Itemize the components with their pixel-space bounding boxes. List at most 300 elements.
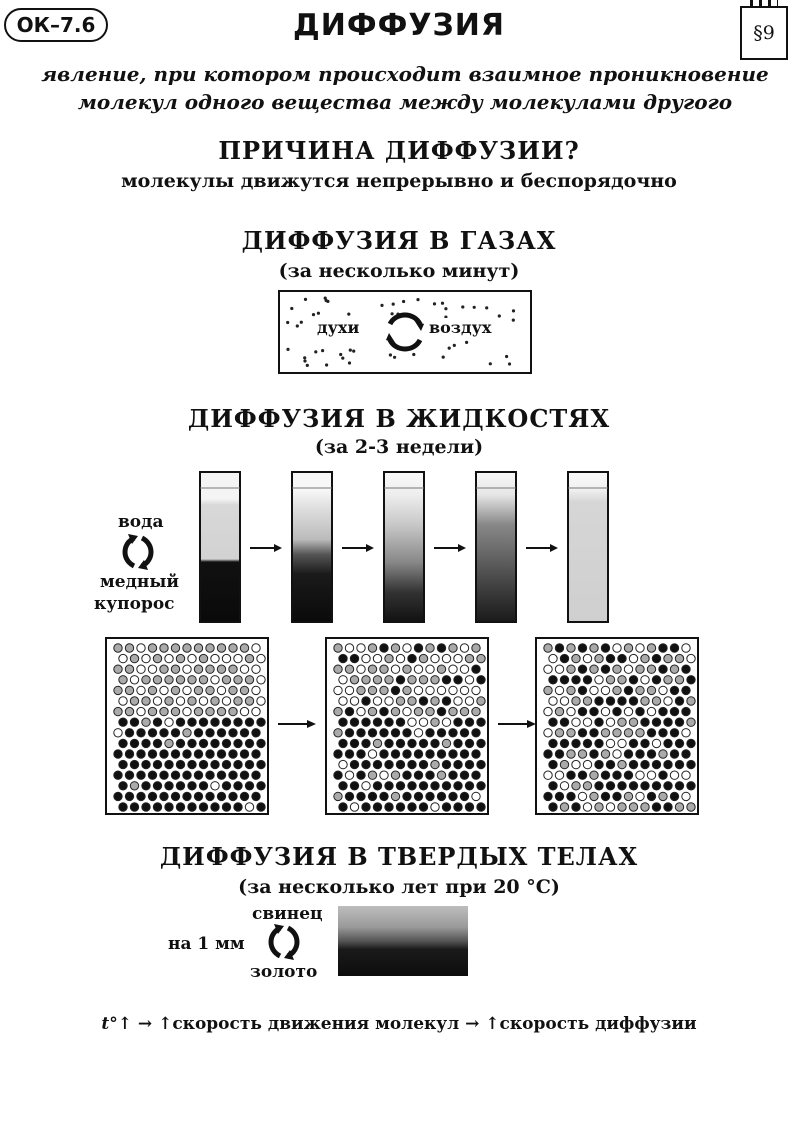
molecule — [252, 792, 260, 800]
molecule — [659, 792, 667, 800]
molecule — [368, 644, 376, 652]
molecule — [245, 676, 253, 684]
molecule — [595, 803, 603, 811]
copper-sulfate-label-1: медный — [100, 572, 180, 592]
gas-molecule — [485, 306, 488, 309]
molecule — [240, 729, 248, 737]
test-tube — [292, 472, 332, 622]
molecule — [682, 729, 690, 737]
molecule — [426, 750, 434, 758]
molecule — [555, 686, 563, 694]
paragraph-badge: §9 — [740, 6, 788, 60]
molecule — [345, 665, 353, 673]
molecule — [437, 771, 445, 779]
molecule — [419, 676, 427, 684]
molecule — [403, 729, 411, 737]
molecule — [334, 644, 342, 652]
molecule — [590, 686, 598, 694]
molecule — [206, 644, 214, 652]
molecule — [194, 750, 202, 758]
molecule — [160, 729, 168, 737]
molecule — [385, 697, 393, 705]
gas-molecule — [286, 321, 289, 324]
molecule — [350, 782, 358, 790]
molecule — [659, 644, 667, 652]
molecule — [567, 665, 575, 673]
molecule — [153, 697, 161, 705]
molecule — [613, 686, 621, 694]
molecule — [257, 654, 265, 662]
gas-molecule — [433, 302, 436, 305]
molecule — [675, 782, 683, 790]
molecule — [431, 676, 439, 684]
molecule — [572, 718, 580, 726]
gas-molecule — [389, 353, 392, 356]
molecule — [396, 654, 404, 662]
molecule — [477, 782, 485, 790]
molecule — [130, 718, 138, 726]
molecule — [114, 729, 122, 737]
liquids-duration: (за 2-3 недели) — [314, 436, 484, 458]
molecule — [560, 676, 568, 684]
molecule — [647, 729, 655, 737]
liquids-heading: ДИФФУЗИЯ В ЖИДКОСТЯХ — [187, 404, 611, 433]
molecule — [403, 771, 411, 779]
molecule — [419, 803, 427, 811]
molecule — [544, 686, 552, 694]
molecule — [257, 782, 265, 790]
molecule — [460, 665, 468, 673]
molecule — [199, 676, 207, 684]
gas-molecule — [352, 350, 355, 353]
molecule — [183, 729, 191, 737]
molecule — [257, 676, 265, 684]
molecule — [137, 729, 145, 737]
molecule — [229, 729, 237, 737]
molecule — [664, 654, 672, 662]
molecule — [391, 686, 399, 694]
molecule — [176, 697, 184, 705]
molecule — [618, 697, 626, 705]
molecule — [257, 803, 265, 811]
molecule — [426, 707, 434, 715]
molecule — [153, 739, 161, 747]
molecule — [465, 760, 473, 768]
molecule — [601, 707, 609, 715]
molecule — [125, 729, 133, 737]
gas-molecule — [349, 349, 352, 352]
molecule — [171, 707, 179, 715]
molecule — [590, 644, 598, 652]
molecule — [165, 676, 173, 684]
molecule — [357, 665, 365, 673]
molecule — [130, 760, 138, 768]
molecule — [675, 697, 683, 705]
molecule — [229, 665, 237, 673]
molecule — [240, 665, 248, 673]
molecule — [194, 644, 202, 652]
solids-heading: ДИФФУЗИЯ В ТВЕРДЫХ ТЕЛАХ — [159, 842, 639, 871]
molecule — [380, 644, 388, 652]
molecule — [472, 644, 480, 652]
molecule — [345, 750, 353, 758]
molecule — [595, 697, 603, 705]
molecule — [217, 707, 225, 715]
molecule — [119, 718, 127, 726]
molecule — [613, 729, 621, 737]
molecule — [460, 729, 468, 737]
molecule — [257, 718, 265, 726]
molecule — [572, 739, 580, 747]
molecule — [477, 803, 485, 811]
molecule — [687, 654, 695, 662]
molecule — [334, 729, 342, 737]
molecule — [211, 654, 219, 662]
gas-molecule — [441, 302, 444, 305]
molecule — [160, 686, 168, 694]
molecule — [659, 771, 667, 779]
molecule — [403, 665, 411, 673]
molecule — [160, 707, 168, 715]
molecule — [618, 654, 626, 662]
molecule — [572, 697, 580, 705]
molecule — [636, 686, 644, 694]
molecule — [606, 803, 614, 811]
molecule — [165, 718, 173, 726]
molecule — [211, 782, 219, 790]
molecule — [368, 665, 376, 673]
molecule — [606, 739, 614, 747]
molecule — [437, 792, 445, 800]
molecule — [165, 697, 173, 705]
molecule — [125, 644, 133, 652]
gas-molecule — [498, 314, 501, 317]
molecule — [613, 644, 621, 652]
molecule — [670, 665, 678, 673]
molecule — [119, 739, 127, 747]
molecule — [391, 750, 399, 758]
molecule — [148, 707, 156, 715]
gas-molecule — [391, 312, 394, 315]
molecule — [477, 676, 485, 684]
molecule — [391, 707, 399, 715]
molecule — [240, 686, 248, 694]
molecule — [408, 718, 416, 726]
gas-molecule — [290, 307, 293, 310]
molecule — [437, 707, 445, 715]
right-arrow-head — [458, 544, 466, 552]
molecule — [590, 729, 598, 737]
molecule — [578, 665, 586, 673]
molecule — [211, 803, 219, 811]
molecule — [555, 750, 563, 758]
test-tube — [476, 472, 516, 622]
molecule — [652, 782, 660, 790]
molecule — [572, 760, 580, 768]
molecule — [431, 760, 439, 768]
molecule — [252, 707, 260, 715]
molecule — [675, 803, 683, 811]
molecule — [437, 686, 445, 694]
molecule — [687, 803, 695, 811]
molecule — [345, 771, 353, 779]
gas-molecule — [448, 347, 451, 350]
molecule — [142, 760, 150, 768]
molecule — [252, 665, 260, 673]
molecule — [252, 750, 260, 758]
molecule — [629, 782, 637, 790]
molecule — [664, 782, 672, 790]
molecule — [211, 697, 219, 705]
molecule — [601, 771, 609, 779]
molecule — [396, 760, 404, 768]
liquid-tubes-sequence — [190, 470, 620, 626]
definition-line-2: молекул одного вещества между молекулами другого — [77, 90, 733, 114]
molecule — [199, 782, 207, 790]
conclusion-part-2: скорость диффузии — [499, 1014, 697, 1034]
gas-molecule — [347, 313, 350, 316]
molecule — [687, 718, 695, 726]
molecule — [442, 676, 450, 684]
molecule — [222, 803, 230, 811]
molecule — [606, 654, 614, 662]
gas-molecule — [461, 305, 464, 308]
molecule — [449, 686, 457, 694]
molecule — [613, 750, 621, 758]
molecule — [408, 782, 416, 790]
molecule — [641, 803, 649, 811]
molecule — [396, 739, 404, 747]
molecule — [431, 697, 439, 705]
molecule — [601, 750, 609, 758]
water-label: вода — [118, 512, 164, 532]
molecule — [670, 750, 678, 758]
molecule — [578, 686, 586, 694]
molecule — [437, 750, 445, 758]
molecule — [659, 729, 667, 737]
molecule — [664, 739, 672, 747]
molecule — [465, 718, 473, 726]
molecule — [652, 760, 660, 768]
molecule — [362, 697, 370, 705]
molecule — [613, 707, 621, 715]
molecule — [391, 792, 399, 800]
right-arrow-head — [366, 544, 374, 552]
right-arrow-head — [527, 720, 536, 728]
molecule — [560, 739, 568, 747]
molecule — [142, 739, 150, 747]
molecule — [682, 644, 690, 652]
molecule — [641, 760, 649, 768]
molecule — [350, 718, 358, 726]
molecule — [624, 792, 632, 800]
molecule — [454, 697, 462, 705]
molecule — [544, 729, 552, 737]
molecule — [560, 803, 568, 811]
molecule — [334, 792, 342, 800]
molecule — [373, 697, 381, 705]
molecule — [414, 665, 422, 673]
molecule — [339, 676, 347, 684]
molecule — [137, 686, 145, 694]
gas-molecule — [317, 312, 320, 315]
molecule — [408, 760, 416, 768]
molecule — [345, 644, 353, 652]
molecule — [403, 792, 411, 800]
molecule — [234, 739, 242, 747]
molecule — [636, 665, 644, 673]
molecule — [408, 803, 416, 811]
molecule — [578, 771, 586, 779]
molecule — [618, 803, 626, 811]
molecule — [549, 803, 557, 811]
molecule — [629, 718, 637, 726]
molecule — [465, 676, 473, 684]
gas-molecule — [473, 306, 476, 309]
molecule — [206, 665, 214, 673]
molecule — [454, 782, 462, 790]
molecule — [176, 718, 184, 726]
molecule — [160, 771, 168, 779]
molecule — [465, 782, 473, 790]
molecule — [357, 771, 365, 779]
molecule — [408, 739, 416, 747]
molecule — [142, 697, 150, 705]
molecule — [419, 739, 427, 747]
molecule — [560, 782, 568, 790]
molecule — [664, 718, 672, 726]
molecule — [624, 729, 632, 737]
molecule — [606, 718, 614, 726]
molecule — [590, 665, 598, 673]
molecule — [339, 760, 347, 768]
molecule — [675, 654, 683, 662]
molecule — [549, 718, 557, 726]
molecule — [119, 803, 127, 811]
molecule — [368, 686, 376, 694]
molecule — [114, 665, 122, 673]
molecule — [183, 792, 191, 800]
molecule — [199, 739, 207, 747]
molecule — [583, 697, 591, 705]
molecule — [647, 686, 655, 694]
molecule — [240, 750, 248, 758]
molecule — [595, 739, 603, 747]
molecule — [148, 792, 156, 800]
copper-sulfate-label-2: купорос — [94, 594, 175, 614]
molecule — [682, 686, 690, 694]
molecule — [125, 707, 133, 715]
molecule — [188, 739, 196, 747]
gas-molecule — [341, 357, 344, 360]
molecule — [472, 707, 480, 715]
molecule — [555, 729, 563, 737]
molecule — [549, 697, 557, 705]
molecule — [590, 771, 598, 779]
molecule — [636, 792, 644, 800]
molecule — [194, 792, 202, 800]
molecule — [583, 676, 591, 684]
molecule — [595, 654, 603, 662]
molecule — [431, 739, 439, 747]
molecule — [142, 803, 150, 811]
molecule — [125, 771, 133, 779]
perfume-label: духи — [317, 318, 360, 337]
molecule — [234, 697, 242, 705]
molecule — [373, 782, 381, 790]
molecule — [595, 782, 603, 790]
temperature-symbol: t° — [101, 1014, 118, 1034]
molecule — [652, 676, 660, 684]
molecule — [652, 803, 660, 811]
molecule — [664, 697, 672, 705]
molecule — [454, 676, 462, 684]
molecule — [183, 750, 191, 758]
molecule — [334, 665, 342, 673]
molecule — [477, 654, 485, 662]
molecule — [114, 771, 122, 779]
molecule — [560, 760, 568, 768]
molecule — [477, 697, 485, 705]
molecule — [350, 697, 358, 705]
molecule — [240, 644, 248, 652]
molecule — [618, 760, 626, 768]
molecule — [234, 676, 242, 684]
molecule — [240, 707, 248, 715]
molecule — [460, 686, 468, 694]
molecule — [119, 760, 127, 768]
molecule — [414, 644, 422, 652]
molecule — [211, 718, 219, 726]
molecule — [380, 686, 388, 694]
molecule — [442, 718, 450, 726]
right-arrow-head — [550, 544, 558, 552]
molecule — [206, 771, 214, 779]
molecule — [460, 771, 468, 779]
molecule — [555, 792, 563, 800]
molecule — [153, 654, 161, 662]
solid-diffusion-block — [338, 906, 468, 976]
solids-duration: (за несколько лет при 20 °С) — [238, 876, 560, 898]
molecule — [583, 718, 591, 726]
gas-molecule — [489, 362, 492, 365]
molecule — [396, 718, 404, 726]
molecule — [460, 750, 468, 758]
molecule — [670, 707, 678, 715]
right-arrow-head — [274, 544, 282, 552]
molecule — [477, 760, 485, 768]
molecule — [339, 718, 347, 726]
molecule — [188, 718, 196, 726]
definition-line-1: явление, при котором происходит взаимное проникновение — [41, 62, 769, 86]
molecule — [206, 707, 214, 715]
molecule — [334, 707, 342, 715]
molecule — [165, 803, 173, 811]
molecule — [357, 750, 365, 758]
molecule — [362, 718, 370, 726]
molecule — [183, 665, 191, 673]
molecule — [153, 760, 161, 768]
molecule — [408, 697, 416, 705]
molecule — [606, 782, 614, 790]
molecule — [544, 644, 552, 652]
molecule — [222, 654, 230, 662]
gas-molecule — [393, 356, 396, 359]
molecule — [171, 665, 179, 673]
molecule — [472, 792, 480, 800]
molecule — [153, 803, 161, 811]
molecule — [385, 718, 393, 726]
